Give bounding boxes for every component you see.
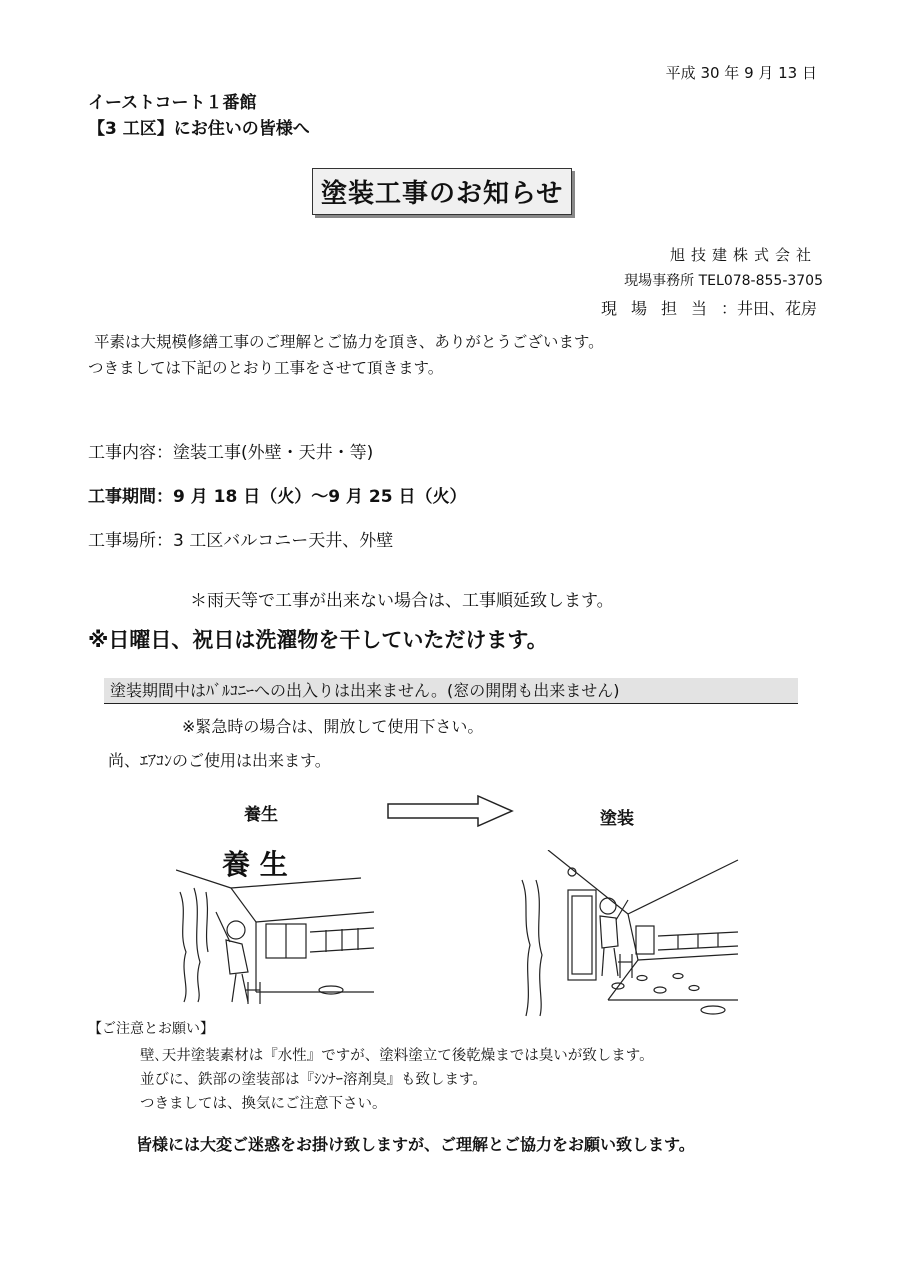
right-arrow-icon xyxy=(386,794,514,828)
notice-line-1: 壁､天井塗装素材は『水性』ですが、塗料塗立て後乾燥までは臭いが致します。 xyxy=(140,1048,654,1064)
curing-sign: 養 生 xyxy=(222,848,288,881)
work-period: 工事期間：9 月 18 日（火）～9 月 25 日（火） xyxy=(88,487,467,507)
work-location: 工事場所：3 工区バルコニー天井、外壁 xyxy=(88,531,394,551)
issue-date: 平成 30 年 9 月 13 日 xyxy=(665,64,817,82)
painting-illustration xyxy=(518,850,740,1018)
staff-line xyxy=(601,296,817,319)
staff-label: 現場担当 xyxy=(600,299,721,318)
aircon-note: 尚、ｴｱｺﾝのご使用は出来ます。 xyxy=(108,751,331,770)
closing-message: 皆様には大変ご迷惑をお掛け致しますが、ご理解とご協力をお願い致します。 xyxy=(136,1135,695,1154)
after-label: 塗装 xyxy=(600,809,634,829)
sunday-note: ※日曜日、祝日は洗濯物を干していただけます。 xyxy=(88,628,548,652)
recipient-building: イーストコート１番館 xyxy=(88,93,257,113)
emergency-note: ※緊急時の場合は、開放して使用下さい。 xyxy=(182,717,484,736)
greeting-line-2: つきましては下記のとおり工事をさせて頂きます。 xyxy=(88,359,444,377)
notice-line-3: つきましては、換気にご注意下さい。 xyxy=(140,1096,387,1112)
greeting-line-1: 平素は大規模修繕工事のご理解とご協力を頂き、ありがとうございます。 xyxy=(94,333,604,351)
office-phone: 現場事務所 TEL078-855-3705 xyxy=(624,273,823,289)
recipient-area: 【3 工区】にお住いの皆様へ xyxy=(88,119,310,139)
rain-note: ＊雨天等で工事が出来ない場合は、工事順延致します。 xyxy=(190,591,614,611)
staff-names: ：井田、花房 xyxy=(720,299,817,318)
curing-illustration xyxy=(176,842,376,1007)
company-name: 旭技建株式会社 xyxy=(669,246,817,264)
work-content: 工事内容：塗装工事(外壁・天井・等) xyxy=(88,443,374,463)
notice-heading: 【ご注意とお願い】 xyxy=(88,1021,214,1037)
balcony-note: 塗装期間中はﾊﾞﾙｺﾆｰへの出入りは出来ません。(窓の開閉も出来ません) xyxy=(104,678,798,704)
page-title: 塗装工事のお知らせ xyxy=(312,168,572,215)
before-label: 養生 xyxy=(244,805,278,825)
notice-line-2: 並びに、鉄部の塗装部は『ｼﾝﾅｰ溶剤臭』も致します。 xyxy=(140,1072,487,1088)
